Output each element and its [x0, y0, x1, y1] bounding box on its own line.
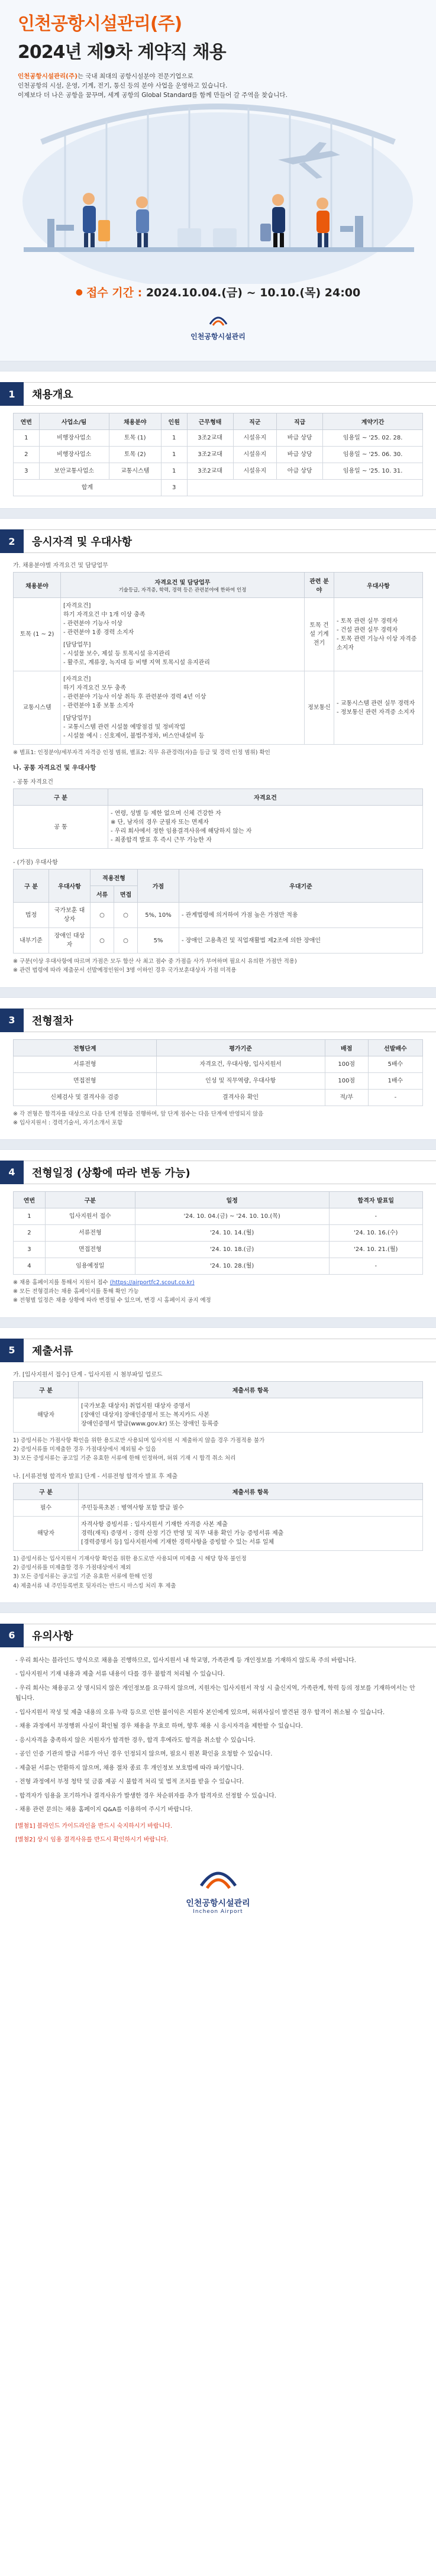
table-row [14, 1208, 423, 1224]
column-header: 일정 [135, 1191, 329, 1208]
col-division: 구 분 [14, 789, 108, 806]
section-documents [0, 1339, 436, 1591]
table-cell: 5% [138, 928, 179, 954]
application-period [0, 284, 436, 300]
qualification-intro: 가. 채용분야별 자격요건 및 담당업무 [13, 563, 108, 569]
table-row [14, 598, 423, 671]
section-number: 5 [0, 1339, 24, 1362]
section-header [0, 1624, 436, 1647]
schedule-note [13, 1278, 423, 1305]
docs-a-notes [13, 1436, 423, 1463]
section-title: 전형절차 [32, 1014, 73, 1027]
table-cell: 바급 상당 [276, 430, 322, 447]
divider-band [0, 508, 436, 519]
table-cell: 3 [14, 463, 40, 480]
column-header: 구분 [45, 1191, 135, 1208]
note-line: ※ 각 전형은 합격자를 대상으로 다음 단계 전형을 진행하며, 앞 단계 점수는 다음 단계에 반영되지 않음 [13, 1110, 264, 1117]
table-cell: 1 [161, 463, 187, 480]
section-header [0, 1009, 436, 1032]
table-cell: 신체검사 및 결격사유 검증 [14, 1089, 157, 1106]
note-line: ※ 모든 전형결과는 채용 홈페이지를 통해 확인 가능 [13, 1288, 139, 1295]
column-header: 평가기준 [156, 1039, 325, 1056]
recruit-site-link[interactable]: (https://airportfc2.scout.co.kr) [109, 1279, 195, 1286]
note-line [13, 1278, 423, 1287]
table-cell: 토목 (1) [109, 430, 161, 447]
common-item: - 연령, 성별 등 제한 없으며 신체 건강한 자 [111, 810, 221, 817]
intro-line2: 인천공항의 시설, 운영, 기계, 전기, 통신 등의 분야 사업을 운영하고 있습니다. [18, 82, 228, 89]
column-header: 전형단계 [14, 1039, 157, 1056]
col-stage-docs: 서류 [91, 886, 114, 903]
schedule-table [13, 1191, 423, 1275]
table-cell: 면접전형 [45, 1241, 135, 1258]
req-line: - 관련분야 1종 보통 소지자 [63, 703, 134, 709]
table-cell: 시설유지 [233, 463, 276, 480]
col-field: 채용분야 [14, 573, 61, 598]
table-cell: 2 [14, 1224, 46, 1241]
duty-line: - 활주로, 계류장, 녹지대 등 비행 지역 토목시설 유지관리 [63, 660, 210, 666]
section-title: 전형일정 (상황에 따라 변동 가능) [32, 1166, 190, 1179]
table-row [14, 1258, 423, 1274]
req-line: 하기 자격요건 모두 충족 [63, 685, 127, 691]
table-row [14, 1224, 423, 1241]
caution-item: - 입사지원서 작성 및 제출 내용의 오류 누락 등으로 인한 불이익은 지원자 본인에게 있으며, 허위사실이 발견된 경우 합격이 취소될 수 있습니다. [15, 1709, 385, 1716]
common-items-cell [108, 806, 423, 849]
caution-item: - 전형 과정에서 부정 청탁 및 금품 제공 시 불합격 처리 및 법적 조치를 받을 수 있습니다. [15, 1779, 244, 1786]
table-cell: 100점 [325, 1072, 368, 1089]
table-row [14, 430, 423, 447]
req-title: [자격요건] [63, 676, 91, 683]
table-cell: '24. 10. 04.(금) ~ '24. 10. 10.(목) [135, 1208, 329, 1224]
process-table [13, 1039, 423, 1106]
total-label: 합계 [14, 480, 162, 496]
process-note [13, 1110, 423, 1127]
area-cell: 토목 건설 기계 전기 [305, 598, 334, 671]
table-cell: 장애인 대상자 [49, 928, 91, 954]
section-title: 제출서류 [32, 1344, 73, 1358]
column-header: 연번 [14, 413, 40, 430]
table-row-total [14, 480, 423, 496]
req-line: - 관련분야 기능사 이상 [63, 620, 123, 627]
duty-line: - 시설물 예시 : 신호제어, 불법주정차, 버스안내설비 등 [63, 733, 205, 739]
table-cell: ○ [114, 928, 138, 954]
table-cell: 결격사유 확인 [156, 1089, 325, 1106]
table-cell: ○ [91, 903, 114, 928]
duty-title: [담당업무] [63, 642, 91, 648]
docs-field: 필수 [14, 1500, 79, 1517]
note-line: ※ 관련 법령에 따라 제출문서 선발예정인원이 3명 이하인 경우 국가보훈대상자 가점 미적용 [13, 967, 237, 974]
attachments [13, 1820, 423, 1850]
table-cell: 100점 [325, 1056, 368, 1072]
section-header [0, 382, 436, 406]
section-header [0, 1339, 436, 1362]
column-header: 채용분야 [109, 413, 161, 430]
note-line: ※ 구분(이상 우대사항에 따르며 가점은 모두 합산 사 최고 점수 중 가점을 사가 부여하며 필요시 유의한 가점만 적용) [13, 958, 297, 965]
table-cell: 3조2교대 [187, 447, 233, 463]
table-row [14, 806, 423, 849]
table-cell: 3조2교대 [187, 463, 233, 480]
note-line: 1) 증빙서류는 가점사항 확인을 위한 용도로만 사용되며 입사지원 시 제출하지 않을 경우 가점적용 불가 [13, 1437, 265, 1444]
table-cell: 임용일 ~ '25. 06. 30. [323, 447, 423, 463]
section-title: 응시자격 및 우대사항 [32, 536, 133, 548]
table-row [14, 1072, 423, 1089]
column-header: 연번 [14, 1191, 46, 1208]
column-header: 선발배수 [368, 1039, 422, 1056]
section-title: 채용개요 [32, 389, 73, 401]
hero-logo-text: 인천공항시설관리 [190, 332, 246, 341]
column-header: 사업소/팀 [39, 413, 109, 430]
section-header [0, 529, 436, 553]
column-header: 배점 [325, 1039, 368, 1056]
table-cell: '24. 10. 18.(금) [135, 1241, 329, 1258]
table-header-row [14, 1191, 423, 1208]
attachment-link-1[interactable]: [별첨1] 블라인드 가이드라인을 반드시 숙지하시기 바랍니다. [15, 1822, 173, 1830]
docs-item: [경력증명서 등] 입사지원서에 기재한 경력사항을 증빙할 수 있는 서류 일체 [81, 1539, 274, 1546]
table-cell: 1 [161, 447, 187, 463]
table-cell: 인성 및 직무역량, 우대사항 [156, 1072, 325, 1089]
table-row [14, 447, 423, 463]
table-cell: 서류전형 [14, 1056, 157, 1072]
table-cell: 임용일 ~ '25. 10. 31. [323, 463, 423, 480]
table-cell: 1 [161, 430, 187, 447]
col-stage: 적용전형 [91, 870, 138, 886]
table-cell: - [368, 1089, 422, 1106]
qualification-note: ※ 별표1: 인정분야/세부자격 자격증 인정 범위, 별표2: 직무 유관경력(자)을 등급 및 경력 인정 범위) 확인 [13, 749, 270, 756]
column-header: 직군 [233, 413, 276, 430]
table-cell: 국가보훈 대상자 [49, 903, 91, 928]
divider-band [0, 1317, 436, 1328]
table-cell: 1배수 [368, 1072, 422, 1089]
common-field: 공 통 [14, 806, 108, 849]
col-requirement: 자격요건 [108, 789, 423, 806]
common-requirements-table [13, 788, 423, 849]
common-req-title: - 공통 자격요건 [13, 779, 53, 786]
docs-b-table [13, 1483, 423, 1551]
section-overview [0, 382, 436, 496]
divider-band [0, 987, 436, 998]
section-header [0, 1161, 436, 1184]
table-cell: 적/부 [325, 1089, 368, 1106]
period-value: 2024.10.04.(금) ~ 10.10.(목) 24:00 [146, 286, 361, 299]
qualification-table [13, 572, 423, 745]
section-number: 4 [0, 1161, 24, 1184]
divider-band [0, 361, 436, 371]
table-cell: 시설유지 [233, 447, 276, 463]
column-header: 인원 [161, 413, 187, 430]
req-title: [자격요건] [63, 603, 91, 609]
footer-logo-en: Incheon Airport [193, 1908, 243, 1915]
company-logo-icon [208, 313, 228, 328]
table-cell: 비행장사업소 [39, 430, 109, 447]
pref-line: - 정보통신 관련 자격증 소지자 [337, 709, 415, 716]
col-stage-interview: 면접 [114, 886, 138, 903]
column-header: 근무형태 [187, 413, 233, 430]
table-cell: 5%, 10% [138, 903, 179, 928]
col-requirements [61, 573, 305, 598]
table-cell: ○ [114, 903, 138, 928]
caution-item: - 합격자가 임용을 포기하거나 결격사유가 발생한 경우 차순위자를 추가 합격자로 선정할 수 있습니다. [15, 1792, 276, 1799]
docs-item: [국가보훈 대상자] 취업지원 대상자 증명서 [81, 1402, 190, 1410]
field-cell: 토목 (1 ~ 2) [14, 598, 61, 671]
table-cell: - [329, 1258, 422, 1274]
table-cell: 시설유지 [233, 430, 276, 447]
table-cell: 임용예정일 [45, 1258, 135, 1274]
preference-table [13, 869, 423, 954]
table-row [14, 463, 423, 480]
col-criteria: 우대기준 [179, 870, 423, 903]
hero-banner [0, 0, 436, 361]
note-line: ※ 입사지원서 : 경력기술서, 자기소개서 포함 [13, 1119, 123, 1126]
col-preference: 우대사항 [334, 573, 423, 598]
note-line: 2) 증빙서류를 미제출할 경우 가점대상에서 제외 [13, 1565, 131, 1572]
section-number: 3 [0, 1009, 24, 1032]
footer-logo-text: 인천공항시설관리 [186, 1898, 250, 1908]
table-cell: 보안교통사업소 [39, 463, 109, 480]
total-value: 3 [161, 480, 187, 496]
table-cell: 아급 상당 [276, 463, 322, 480]
common-item: - 최종합격 발표 후 즉시 근무 가능한 자 [111, 837, 212, 844]
table-cell: 면접전형 [14, 1072, 157, 1089]
common-section-title: 나. 공통 자격요건 및 우대사항 [13, 764, 96, 772]
docs-item: 자격사항 증빙서류 : 입사지원서 기재한 자격증 사본 제출 [81, 1521, 228, 1528]
table-row [14, 1398, 423, 1432]
table-cell: 2 [14, 447, 40, 463]
column-header: 직급 [276, 413, 322, 430]
table-cell: 토목 (2) [109, 447, 161, 463]
col-items: 제출서류 항목 [79, 1483, 423, 1500]
table-cell: 교통시스템 [109, 463, 161, 480]
table-row [14, 1241, 423, 1258]
field-cell: 교통시스템 [14, 671, 61, 745]
docs-item: 주민등록초본 : 병역사항 포함 발급 필수 [79, 1500, 423, 1517]
docs-items-cell [79, 1398, 423, 1432]
note-line: 1) 증빙서류는 입사지원서 기재사항 확인을 위한 용도로만 사용되며 미제출 시 해당 항목 불인정 [13, 1556, 247, 1563]
intro-highlight: 인천공항시설관리(주) [18, 72, 77, 80]
note-line: 3) 모든 증빙서류는 공고일 기준 유효한 서류에 한해 인정 [13, 1573, 153, 1580]
table-cell: 비행장사업소 [39, 447, 109, 463]
table-header-row [14, 1039, 423, 1056]
hero-logo [0, 313, 436, 341]
footer-logo [0, 1850, 436, 1932]
requirements-cell [61, 671, 305, 745]
duty-title: [담당업무] [63, 715, 91, 722]
table-cell: 4 [14, 1258, 46, 1274]
caution-item: - 제출된 서류는 반환하지 않으며, 채용 절차 종료 후 개인정보 보호법에 따라 파기합니다. [15, 1764, 244, 1772]
table-cell: 자격요건, 우대사항, 입사지원서 [156, 1056, 325, 1072]
docs-a-table [13, 1381, 423, 1433]
table-row [14, 903, 423, 928]
table-cell: - 장애인 고용촉진 및 직업재활법 제2조에 의한 장애인 [179, 928, 423, 954]
docs-item: [장애인 대상자] 장애인증명서 또는 복지카드 사본 [81, 1411, 209, 1418]
table-cell: 임용일 ~ '25. 02. 28. [323, 430, 423, 447]
col-points: 가점 [138, 870, 179, 903]
col-division: 구 분 [14, 1483, 79, 1500]
pref-line: - 토목 관련 실무 경력자 [337, 618, 398, 625]
duty-line: - 시설물 보수, 제설 등 토목시설 유지관리 [63, 651, 170, 657]
section-schedule [0, 1161, 436, 1305]
docs-items-cell [79, 1517, 423, 1551]
caution-item: - 채용 과정에서 부정행위 사실이 확인될 경우 채용을 무효로 하며, 향후 채용 시 응시자격을 제한할 수 있습니다. [15, 1723, 303, 1730]
common-item: ※ 단, 남자의 경우 군필자 또는 면제자 [111, 819, 209, 826]
period-label: 접수 기간 : [86, 286, 143, 299]
col-requirements-note: 기술등급, 자격증, 학력, 경력 등은 관련분야에 한하여 인정 [118, 587, 247, 593]
section-number: 1 [0, 382, 24, 406]
airport-terminal-illustration [0, 89, 436, 284]
note-line: ※ 전형별 일정은 채용 상황에 따라 변경될 수 있으며, 변경 시 홈페이지 공지 예정 [13, 1297, 211, 1304]
duty-line: - 교통시스템 관련 시설물 예방점검 및 정비작업 [63, 724, 186, 731]
note-line: 4) 제출서류 내 주민등록번호 뒷자리는 반드시 마스킹 처리 후 제출 [13, 1582, 176, 1589]
column-header: 계약기간 [323, 413, 423, 430]
caution-item: - 응시자격을 충족하지 않은 지원자가 합격한 경우, 합격 후에라도 합격을 취소할 수 있습니다. [15, 1737, 256, 1744]
table-cell: 1 [14, 1208, 46, 1224]
table-row [14, 1517, 423, 1551]
intro-line3: 이제보다 더 나은 공항을 꿈꾸며, 세계 공항의 Global Standard를 함께 만들어 갈 주역을 찾습니다. [18, 92, 288, 99]
column-header: 합격자 발표일 [329, 1191, 422, 1208]
table-cell: 내부기준 [14, 928, 49, 954]
section-number: 6 [0, 1624, 24, 1647]
divider-band [0, 1139, 436, 1150]
col-division: 구 분 [14, 870, 49, 903]
req-line: - 관련분야 1종 경력 소지자 [63, 629, 134, 636]
table-cell: 입사지원서 접수 [45, 1208, 135, 1224]
table-cell: 법정 [14, 903, 49, 928]
docs-b-title: 나. [서류전형 합격자 발표] 단계 - 서류전형 합격자 발표 후 제출 [13, 1473, 178, 1481]
caution-item: - 우리 회사는 채용공고 상 명시되지 않은 개인정보를 요구하지 않으며, 지원자는 입사지원서 작성 시 출신지역, 가족관계, 학력 등의 정보를 기재하여서는 안 됩니다. [15, 1685, 415, 1702]
section-qualifications [0, 529, 436, 975]
preference-cell [334, 598, 423, 671]
table-cell: '24. 10. 14.(월) [135, 1224, 329, 1241]
col-requirements-label: 자격요건 및 담당업무 [154, 579, 211, 586]
table-cell: - [329, 1208, 422, 1224]
divider-band [0, 1602, 436, 1613]
attachment-link-2[interactable]: [별첨2] 상시 임용 결격사유를 반드시 확인하시기 바랍니다. [15, 1837, 169, 1844]
caution-item: - 우리 회사는 블라인드 방식으로 채용을 진행하므로, 입사지원서 내 학교명, 가족관계 등 개인정보를 기재하지 않도록 주의 바랍니다. [15, 1657, 356, 1664]
table-row [14, 1056, 423, 1072]
hero-title: 인천공항시설관리(주) [18, 14, 182, 34]
section-process [0, 1009, 436, 1127]
company-logo-icon [198, 1866, 239, 1892]
caution-item: - 공인 인증 기관의 발급 서류가 아닌 경우 인정되지 않으며, 필요시 원본 확인을 요청할 수 있습니다. [15, 1751, 273, 1758]
hero-subtitle: 2024년 제9차 계약직 채용 [18, 41, 226, 63]
table-cell: 5배수 [368, 1056, 422, 1072]
pref-line: - 교통시스템 관련 실무 경력자 [337, 700, 415, 707]
overview-table [13, 413, 423, 496]
preference-title: - (가점) 우대사항 [13, 859, 58, 867]
docs-item: 장애인증명서 발급(www.gov.kr) 또는 장애인 등록증 [81, 1420, 219, 1427]
preference-note [13, 957, 423, 975]
requirements-cell [61, 598, 305, 671]
table-cell: 3 [14, 1241, 46, 1258]
section-title: 유의사항 [32, 1630, 73, 1643]
table-row [14, 671, 423, 745]
docs-field: 해당자 [14, 1517, 79, 1551]
caution-list [13, 1654, 423, 1820]
table-cell: 바급 상당 [276, 447, 322, 463]
table-cell: '24. 10. 28.(월) [135, 1258, 329, 1274]
table-header-row [14, 413, 423, 430]
table-row [14, 1089, 423, 1106]
req-line: - 관련분야 기능사 이상 취득 후 관련분야 경력 4년 이상 [63, 694, 206, 700]
table-row [14, 1500, 423, 1517]
pref-line: - 토목 관련 기능사 이상 자격증 소지자 [337, 635, 417, 651]
docs-field: 해당자 [14, 1398, 79, 1432]
section-number: 2 [0, 529, 24, 553]
table-cell: 3조2교대 [187, 430, 233, 447]
table-cell: - 관계법령에 의거하여 가점 높은 가점만 적용 [179, 903, 423, 928]
note-line: 2) 증빙서류를 미제출한 경우 가점대상에서 제외될 수 있음 [13, 1446, 156, 1453]
pref-line: - 건설 관련 실무 경력자 [337, 626, 398, 634]
section-cautions [0, 1624, 436, 1850]
docs-item: 경력(재직) 증명서 : 경력 산정 기간 반영 및 직무 내용 확인 가능 증빙서류 제출 [81, 1530, 284, 1537]
table-cell: '24. 10. 16.(수) [329, 1224, 422, 1241]
total-empty [187, 480, 422, 496]
caution-item: - 입사지원서 기재 내용과 제출 서류 내용이 다를 경우 불합격 처리될 수 있습니다. [15, 1671, 225, 1678]
req-line: 하기 자격요건 中 1개 이상 충족 [63, 612, 146, 618]
note-text: ※ 채용 홈페이지를 통해서 지원서 접수 [13, 1279, 108, 1286]
table-cell: 서류전형 [45, 1224, 135, 1241]
col-preference: 우대사항 [49, 870, 91, 903]
docs-b-notes [13, 1554, 423, 1591]
col-area: 관련 분야 [305, 573, 334, 598]
table-cell: 1 [14, 430, 40, 447]
table-cell: '24. 10. 21.(월) [329, 1241, 422, 1258]
intro-line1: 는 국내 최대의 공항시설분야 전문기업으로 [77, 72, 193, 80]
common-item: - 우리 회사에서 정한 임용결격사유에 해당하지 않는 자 [111, 828, 252, 835]
table-row [14, 928, 423, 954]
caution-item: - 채용 관련 문의는 채용 홈페이지 Q&A를 이용하여 주시기 바랍니다. [15, 1806, 193, 1814]
docs-a-title: 가. [입사지원서 접수] 단계 - 입사지원 시 첨부파일 업로드 [13, 1371, 163, 1378]
note-line: 3) 모든 증빙서류는 공고일 기준 유효한 서류에 한해 인정하며, 허위 기재 시 합격 취소 처리 [13, 1455, 236, 1462]
col-items: 제출서류 항목 [79, 1381, 423, 1398]
area-cell: 정보통신 [305, 671, 334, 745]
col-division: 구 분 [14, 1381, 79, 1398]
table-cell: ○ [91, 928, 114, 954]
preference-cell [334, 671, 423, 745]
period-dot-icon: ● [75, 287, 83, 297]
